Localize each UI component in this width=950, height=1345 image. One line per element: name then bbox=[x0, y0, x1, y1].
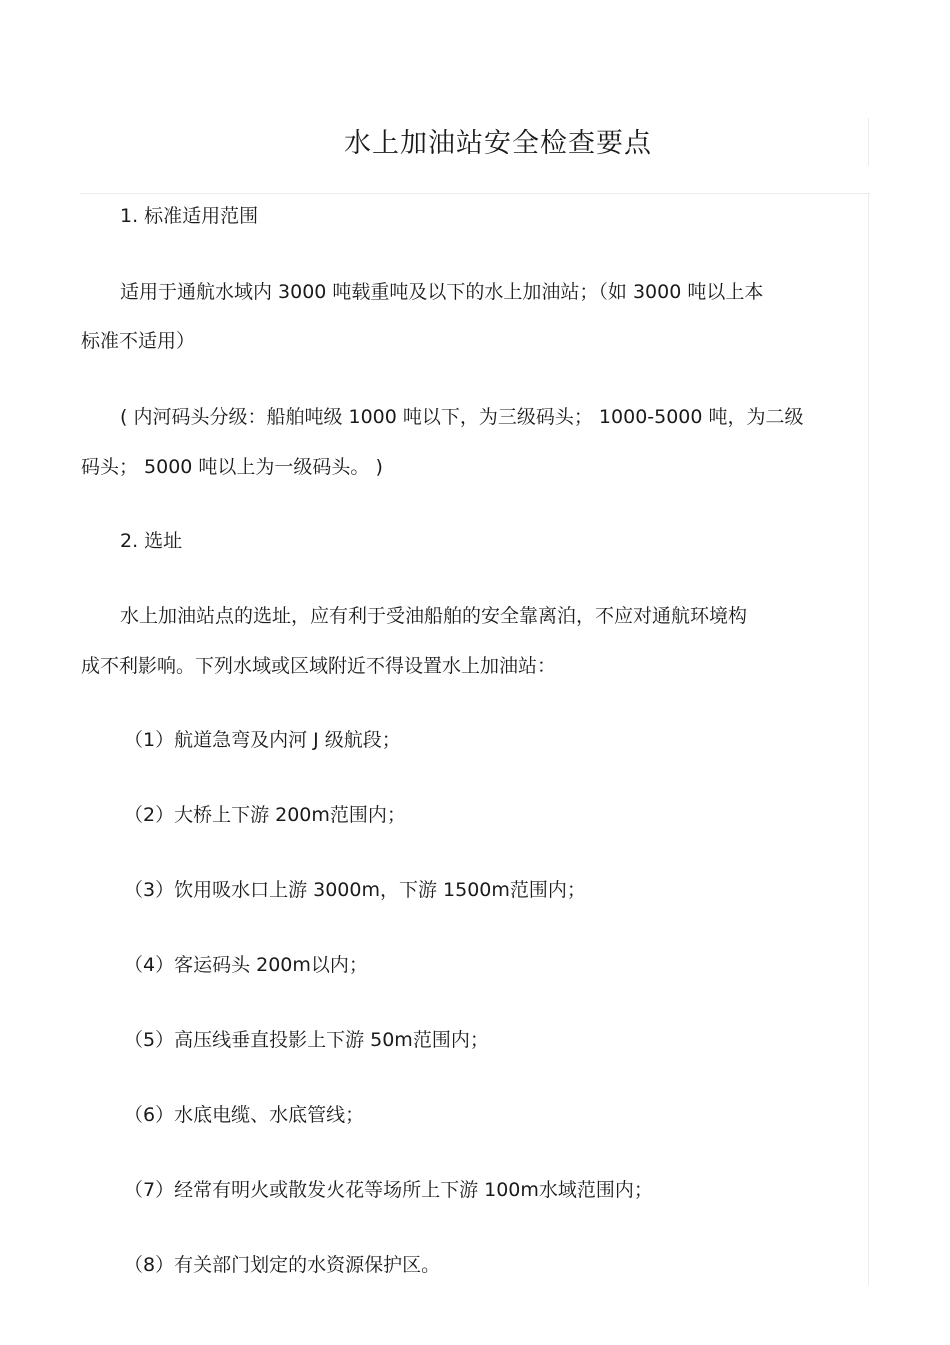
list-item: （2）大桥上下游 200m范围内； bbox=[124, 804, 406, 826]
list-item: （3）饮用吸水口上游 3000m，下游 1500m范围内； bbox=[124, 879, 586, 901]
list-item: （1）航道急弯及内河 J 级航段； bbox=[124, 729, 401, 751]
list-item: （4）客运码头 200m以内； bbox=[124, 954, 368, 976]
paragraph-1-line-2: 标准不适用） bbox=[81, 330, 196, 352]
page-frame-top-border bbox=[80, 193, 870, 194]
paragraph-2-line-2: 码头； 5000 吨以上为一级码头。 ) bbox=[81, 456, 383, 478]
paragraph-1-line-1: 适用于通航水域内 3000 吨载重吨及以下的水上加油站；（如 3000 吨以上本 bbox=[120, 281, 764, 303]
paragraph-3-line-1: 水上加油站点的选址，应有利于受油船舶的安全靠离泊，不应对通航环境构 bbox=[120, 605, 748, 627]
list-item: （8）有关部门划定的水资源保护区。 bbox=[124, 1254, 441, 1276]
section-1-heading: 1. 标准适用范围 bbox=[120, 205, 259, 227]
paragraph-2-line-1: ( 内河码头分级：船舶吨级 1000 吨以下，为三级码头； 1000-5000 吨，为二级 bbox=[120, 406, 804, 428]
section-2-heading: 2. 选址 bbox=[120, 530, 183, 552]
document-title: 水上加油站安全检查要点 bbox=[344, 128, 652, 159]
page-frame-right-border bbox=[868, 193, 869, 1285]
list-item: （7）经常有明火或散发火花等场所上下游 100m水域范围内； bbox=[124, 1179, 653, 1201]
paragraph-3-line-2: 成不利影响。下列水域或区域附近不得设置水上加油站： bbox=[81, 655, 557, 677]
list-item: （5）高压线垂直投影上下游 50m范围内； bbox=[124, 1029, 489, 1051]
list-item: （6）水底电缆、水底管线； bbox=[124, 1104, 365, 1126]
